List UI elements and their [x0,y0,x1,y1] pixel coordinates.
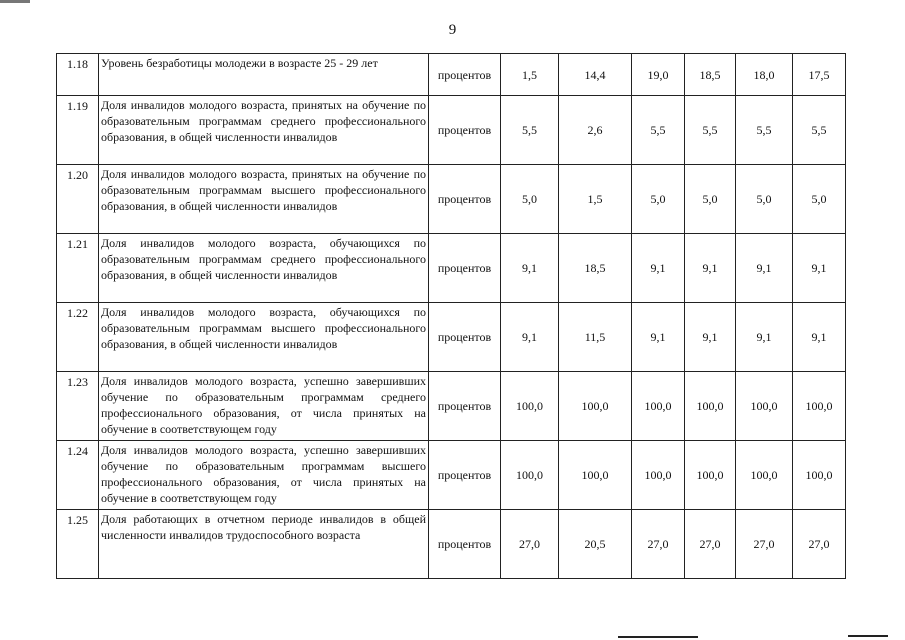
scan-artifact [848,635,888,637]
row-unit: процентов [429,441,501,510]
row-value: 1,5 [559,165,632,234]
row-value: 100,0 [685,441,736,510]
row-value: 100,0 [632,372,685,441]
table-row [57,510,846,579]
row-value: 27,0 [736,510,793,579]
row-value: 9,1 [736,234,793,303]
row-value: 9,1 [793,303,846,372]
row-value: 19,0 [632,54,685,96]
row-description: Доля инвалидов молодого возраста, обучающихся по образовательным программам среднего профессионального образования, в общей численности инвалидов [99,234,429,303]
table-row [57,372,846,441]
table-row [57,96,846,165]
row-value: 5,0 [736,165,793,234]
row-description: Доля инвалидов молодого возраста, принятых на обучение по образовательным программам среднего профессионального образования, в общей численности инвалидов [99,96,429,165]
row-number: 1.24 [57,441,99,510]
row-description: Доля инвалидов молодого возраста, обучающихся по образовательным программам высшего профессионального образования, в общей численности инвалидов [99,303,429,372]
row-value: 9,1 [736,303,793,372]
row-value: 27,0 [501,510,559,579]
row-value: 9,1 [632,234,685,303]
row-value: 5,5 [736,96,793,165]
row-description: Доля инвалидов молодого возраста, успешно завершивших обучение по образовательным программам высшего профессионального образования, от числа принятых на обучение в соответствующем году [99,441,429,510]
row-description: Уровень безработицы молодежи в возрасте 25 - 29 лет [99,54,429,96]
table-row [57,234,846,303]
row-unit: процентов [429,372,501,441]
table-row [57,54,846,96]
row-value: 100,0 [685,372,736,441]
row-number: 1.19 [57,96,99,165]
row-value: 20,5 [559,510,632,579]
row-value: 5,5 [685,96,736,165]
row-value: 2,6 [559,96,632,165]
table-body [57,54,846,579]
row-value: 9,1 [793,234,846,303]
row-value: 5,0 [501,165,559,234]
row-unit: процентов [429,54,501,96]
page-number: 9 [448,22,457,38]
row-value: 9,1 [501,234,559,303]
row-value: 5,5 [793,96,846,165]
row-value: 9,1 [632,303,685,372]
row-value: 100,0 [559,441,632,510]
scan-artifact [0,0,30,3]
scan-artifact [618,636,698,638]
row-value: 100,0 [736,372,793,441]
row-value: 27,0 [793,510,846,579]
row-value: 100,0 [736,441,793,510]
row-number: 1.21 [57,234,99,303]
row-value: 18,5 [685,54,736,96]
row-value: 100,0 [632,441,685,510]
row-value: 11,5 [559,303,632,372]
row-value: 9,1 [685,303,736,372]
row-description: Доля работающих в отчетном периоде инвалидов в общей численности инвалидов трудоспособного возраста [99,510,429,579]
row-unit: процентов [429,96,501,165]
row-value: 9,1 [685,234,736,303]
row-value: 5,0 [685,165,736,234]
row-value: 5,0 [793,165,846,234]
row-value: 100,0 [559,372,632,441]
row-unit: процентов [429,510,501,579]
row-description: Доля инвалидов молодого возраста, успешно завершивших обучение по образовательным программам среднего профессионального образования, от числа принятых на обучение в соответствующем году [99,372,429,441]
row-value: 100,0 [793,372,846,441]
row-value: 1,5 [501,54,559,96]
row-value: 5,0 [632,165,685,234]
row-unit: процентов [429,234,501,303]
row-value: 9,1 [501,303,559,372]
row-value: 18,5 [559,234,632,303]
row-number: 1.18 [57,54,99,96]
row-value: 17,5 [793,54,846,96]
table-row [57,165,846,234]
row-value: 18,0 [736,54,793,96]
row-number: 1.20 [57,165,99,234]
row-unit: процентов [429,303,501,372]
row-number: 1.22 [57,303,99,372]
row-number: 1.25 [57,510,99,579]
row-value: 5,5 [632,96,685,165]
row-value: 100,0 [793,441,846,510]
row-value: 100,0 [501,441,559,510]
row-unit: процентов [429,165,501,234]
row-value: 5,5 [501,96,559,165]
table-row [57,303,846,372]
row-value: 27,0 [632,510,685,579]
table-row [57,441,846,510]
row-number: 1.23 [57,372,99,441]
row-value: 100,0 [501,372,559,441]
row-value: 27,0 [685,510,736,579]
row-description: Доля инвалидов молодого возраста, принятых на обучение по образовательным программам высшего профессионального образования, в общей численности инвалидов [99,165,429,234]
row-value: 14,4 [559,54,632,96]
indicators-table [56,53,846,579]
